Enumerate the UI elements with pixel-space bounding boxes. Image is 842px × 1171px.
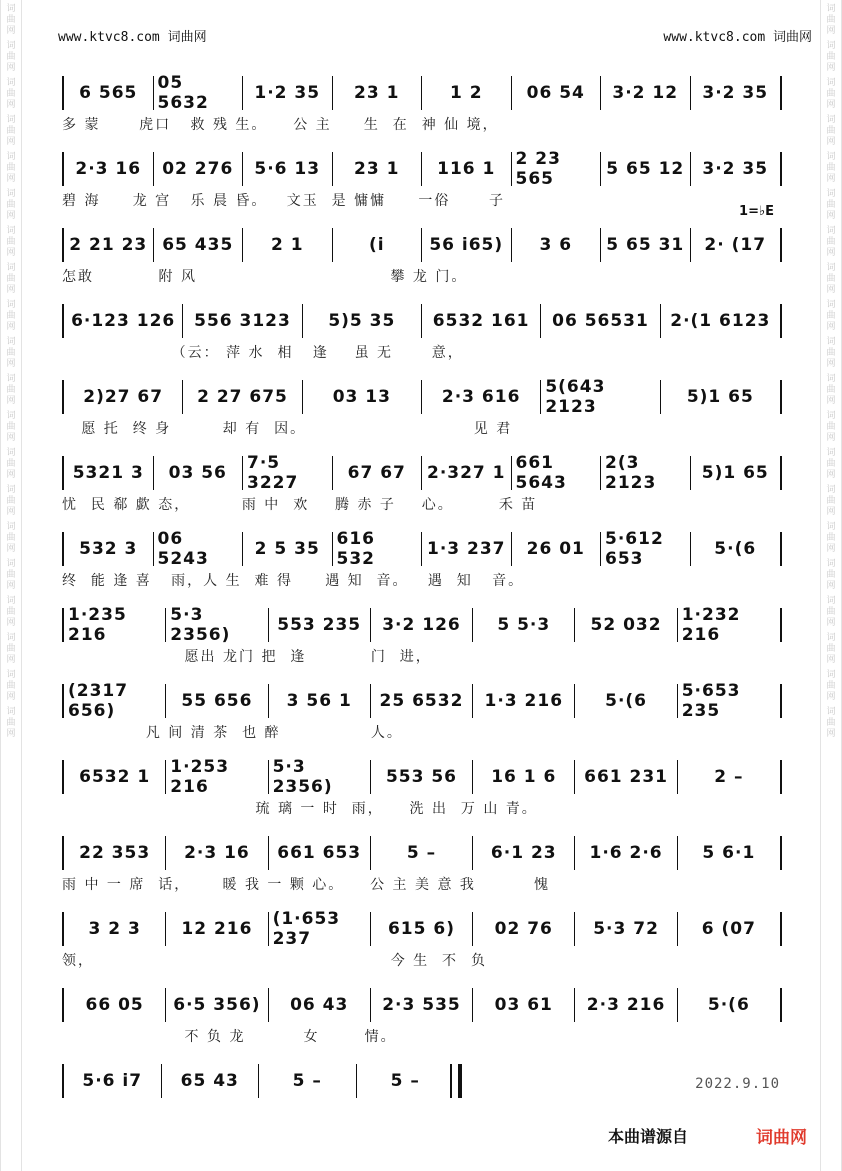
measure: 2(3 2123	[601, 456, 691, 490]
measure: 06 56531	[541, 304, 660, 338]
measure: 67 67	[333, 456, 423, 490]
measure: 5 –	[259, 1064, 357, 1098]
notes-line	[62, 149, 782, 189]
measure: 25 6532	[371, 684, 473, 718]
score-system	[62, 298, 782, 374]
measure: 06 54	[512, 76, 602, 110]
measure: 1 2	[422, 76, 512, 110]
measure: 5 5·3	[473, 608, 575, 642]
measure: 6·123 126	[64, 304, 183, 338]
measure: 2 5 35	[243, 532, 333, 566]
measure: 03 13	[303, 380, 422, 414]
score-system	[62, 526, 782, 602]
lyrics-line: 琉 璃 一 时 雨， 洗 出 万 山 青。	[62, 801, 538, 817]
watermark-text: 词 曲 网	[826, 115, 836, 147]
lyrics-line: 愿出 龙门 把 逢 门 进，	[62, 649, 432, 665]
lyrics-line: （云： 萍 水 相 逢 虽 无 意，	[62, 345, 464, 361]
measure: 03 61	[473, 988, 575, 1022]
watermark-text: 词 曲 网	[6, 41, 16, 73]
watermark-text: 词 曲 网	[826, 559, 836, 591]
measure: 5)5 35	[303, 304, 422, 338]
watermark-text: 词 曲 网	[826, 448, 836, 480]
watermark-text: 词 曲 网	[826, 522, 836, 554]
measure: 66 05	[64, 988, 166, 1022]
measure: 2·3 16	[166, 836, 268, 870]
measure: 2 27 675	[183, 380, 302, 414]
watermark-text: 词 曲 网	[6, 670, 16, 702]
measure: 6 (07	[701, 919, 756, 939]
watermark-text: 词 曲 网	[826, 263, 836, 295]
measure: 5321 3	[64, 456, 154, 490]
score-system	[62, 982, 782, 1058]
notes-line	[62, 304, 782, 338]
notes-line	[62, 909, 782, 949]
measure: 02 76	[473, 912, 575, 946]
measure: 2 1	[243, 228, 333, 262]
measure: 5·6 i7	[64, 1064, 162, 1098]
measure: 65 435	[154, 228, 244, 262]
measure: 1·253 216	[166, 760, 268, 794]
measure: 5)1 65	[686, 387, 754, 407]
notes-line	[62, 529, 782, 569]
measure: 56 i65)	[422, 228, 512, 262]
measure: 2)27 67	[64, 380, 183, 414]
measure: 23 1	[333, 76, 423, 110]
watermark-text: 词 曲 网	[6, 337, 16, 369]
measure: 1·3 216	[473, 684, 575, 718]
measure: 2·3 16	[64, 152, 154, 186]
lyrics-line: 忧 民 郗 歔 态， 雨 中 欢 腾 赤 子 心。 禾 苗	[62, 497, 538, 513]
score-system	[62, 450, 782, 526]
measure: 26 01	[512, 532, 602, 566]
score-date: 2022.9.10	[695, 1076, 780, 1092]
lyrics-line: 愿 托 终 身 却 有 因。 见 君	[62, 421, 513, 437]
measure: 1·232 216	[681, 605, 741, 645]
lyrics-line: 领， 今 生 不 负	[62, 953, 487, 969]
watermark-text: 词 曲 网	[826, 337, 836, 369]
measure: 06 43	[269, 988, 371, 1022]
measure: 556 3123	[183, 304, 302, 338]
score-system	[62, 1058, 782, 1134]
notes-line	[62, 988, 782, 1022]
watermark-text: 词 曲 网	[6, 226, 16, 258]
watermark-text: 词 曲 网	[6, 263, 16, 295]
watermark-text: 词 曲 网	[826, 596, 836, 628]
watermark-text: 词 曲 网	[826, 189, 836, 221]
measure: 3·2 35	[702, 83, 769, 103]
score-system	[62, 678, 782, 754]
watermark-text: 词 曲 网	[826, 411, 836, 443]
watermark-text: 词 曲 网	[826, 41, 836, 73]
watermark-text: 词 曲 网	[826, 633, 836, 665]
measure: 16 1 6	[473, 760, 575, 794]
measure: 2·3 216	[575, 988, 677, 1022]
watermark-text: 词 曲 网	[826, 485, 836, 517]
measure: 1·3 237	[422, 532, 512, 566]
jianpu-score	[62, 70, 782, 1134]
measure: 6532 1	[64, 760, 166, 794]
watermark-text: 词 曲 网	[826, 707, 836, 739]
lyrics-line: 凡 间 清 茶 也 醉 人。	[62, 725, 403, 741]
measure: 5 –	[390, 1071, 420, 1091]
watermark-text: 词 曲 网	[6, 152, 16, 184]
source-site-link[interactable]: 词曲网	[756, 1128, 807, 1148]
lyrics-line: 多 蒙 虎口 救 残 生。 公 主 生 在 神 仙 境，	[62, 117, 499, 133]
measure: 5·(6	[707, 995, 750, 1015]
measure: 5(643 2123	[541, 380, 660, 414]
measure: 55 656	[166, 684, 268, 718]
measure: (1·653 237	[269, 912, 371, 946]
source-label: 本曲谱源自	[608, 1127, 689, 1146]
measure: 12 216	[166, 912, 268, 946]
lyrics-line: 不 负 龙 女 情。	[62, 1029, 397, 1045]
measure: 23 1	[333, 152, 423, 186]
watermark-text: 词 曲 网	[6, 522, 16, 554]
measure: 2 –	[714, 767, 744, 787]
measure: 06 5243	[154, 532, 244, 566]
measure: 5·653 235	[681, 681, 741, 721]
measure: 52 032	[575, 608, 677, 642]
measure: 661 231	[575, 760, 677, 794]
measure: 6 565	[64, 76, 154, 110]
right-watermark-strip	[820, 0, 842, 1171]
notes-line	[62, 377, 782, 417]
watermark-text: 词 曲 网	[6, 596, 16, 628]
measure: 5·612 653	[601, 532, 691, 566]
watermark-text: 词 曲 网	[6, 78, 16, 110]
measure: 615 6)	[371, 912, 473, 946]
notes-line	[62, 453, 782, 493]
lyrics-line: 怎敢 附 风 攀 龙 门。	[62, 269, 468, 285]
measure: 553 56	[371, 760, 473, 794]
measure: 3 6	[512, 228, 602, 262]
measure: 3 2 3	[64, 912, 166, 946]
measure: 5·(6	[575, 684, 677, 718]
watermark-text: 词 曲 网	[826, 78, 836, 110]
score-system	[62, 830, 782, 906]
notes-line	[62, 228, 782, 262]
score-system	[62, 602, 782, 678]
lyrics-line: 雨 中 一 席 话， 暖 我 一 颗 心。 公 主 美 意 我 愧	[62, 877, 550, 893]
measure: 65 43	[162, 1064, 260, 1098]
final-barline	[450, 1064, 462, 1098]
notes-line	[62, 681, 782, 721]
measure: 2· (17	[704, 235, 767, 255]
watermark-text: 词 曲 网	[6, 374, 16, 406]
score-system	[62, 754, 782, 830]
watermark-text: 词 曲 网	[6, 633, 16, 665]
measure: 116 1	[422, 152, 512, 186]
score-system	[62, 374, 782, 450]
lyrics-line: 碧 海 龙 宫 乐 晨 昏。 文玉 是 慵慵 一俗 子	[62, 193, 506, 209]
measure: 1·2 35	[243, 76, 333, 110]
measure: 661 5643	[512, 456, 602, 490]
header-site-right: www.ktvc8.com 词曲网	[663, 30, 812, 45]
notes-line	[62, 836, 782, 870]
watermark-text: 词 曲 网	[6, 4, 16, 36]
measure: 2·3 616	[422, 380, 541, 414]
measure: 2 23 565	[512, 152, 602, 186]
watermark-text: 词 曲 网	[6, 707, 16, 739]
watermark-text: 词 曲 网	[826, 152, 836, 184]
measure: (2317 656)	[64, 684, 166, 718]
measure: 2·3 535	[371, 988, 473, 1022]
measure: 2 21 23	[64, 228, 154, 262]
score-system	[62, 906, 782, 982]
lyrics-line	[62, 1102, 782, 1122]
key-signature: 1=♭E	[739, 204, 774, 219]
measure: 616 532	[333, 532, 423, 566]
watermark-text: 词 曲 网	[6, 189, 16, 221]
score-system	[62, 70, 782, 146]
score-system	[62, 222, 782, 298]
notes-line	[62, 1064, 452, 1098]
measure: 6532 161	[422, 304, 541, 338]
measure: 1·235 216	[64, 608, 166, 642]
left-watermark-strip	[0, 0, 22, 1171]
watermark-text: 词 曲 网	[826, 374, 836, 406]
measure: 5·6 13	[243, 152, 333, 186]
measure: 5 65 12	[601, 152, 691, 186]
measure: 3·2 12	[601, 76, 691, 110]
measure: 5 6·1	[702, 843, 756, 863]
measure: 1·6 2·6	[575, 836, 677, 870]
watermark-text: 词 曲 网	[826, 670, 836, 702]
measure: (i	[333, 228, 423, 262]
header-site-left: www.ktvc8.com 词曲网	[58, 30, 207, 45]
measure: 5)1 65	[701, 463, 769, 483]
measure: 3·2 35	[702, 159, 769, 179]
watermark-text: 词 曲 网	[6, 115, 16, 147]
measure: 5·3 2356)	[269, 760, 371, 794]
lyrics-line: 终 能 逢 喜 雨，人 生 难 得 遇 知 音。 遇 知 音。	[62, 573, 525, 589]
watermark-text: 词 曲 网	[826, 300, 836, 332]
measure: 3·2 126	[371, 608, 473, 642]
measure: 2·(1 6123	[670, 311, 771, 331]
watermark-text: 词 曲 网	[6, 300, 16, 332]
measure: 03 56	[154, 456, 244, 490]
watermark-text: 词 曲 网	[826, 226, 836, 258]
watermark-text: 词 曲 网	[6, 411, 16, 443]
watermark-text: 词 曲 网	[6, 559, 16, 591]
measure: 02 276	[154, 152, 244, 186]
notes-line	[62, 605, 782, 645]
measure: 5·3 2356)	[166, 608, 268, 642]
measure: 553 235	[269, 608, 371, 642]
measure: 2·327 1	[422, 456, 512, 490]
measure: 532 3	[64, 532, 154, 566]
measure: 5 –	[371, 836, 473, 870]
score-system	[62, 146, 782, 222]
watermark-text: 词 曲 网	[826, 4, 836, 36]
measure: 3 56 1	[269, 684, 371, 718]
measure: 661 653	[269, 836, 371, 870]
measure: 7·5 3227	[243, 456, 333, 490]
measure: 05 5632	[154, 76, 244, 110]
measure: 5 65 31	[601, 228, 691, 262]
measure: 6·1 23	[473, 836, 575, 870]
measure: 5·3 72	[575, 912, 677, 946]
watermark-text: 词 曲 网	[6, 485, 16, 517]
watermark-text: 词 曲 网	[6, 448, 16, 480]
notes-line	[62, 757, 782, 797]
measure: 22 353	[64, 836, 166, 870]
measure: 5·(6	[714, 539, 757, 559]
measure: 6·5 356)	[166, 988, 268, 1022]
notes-line	[62, 73, 782, 113]
